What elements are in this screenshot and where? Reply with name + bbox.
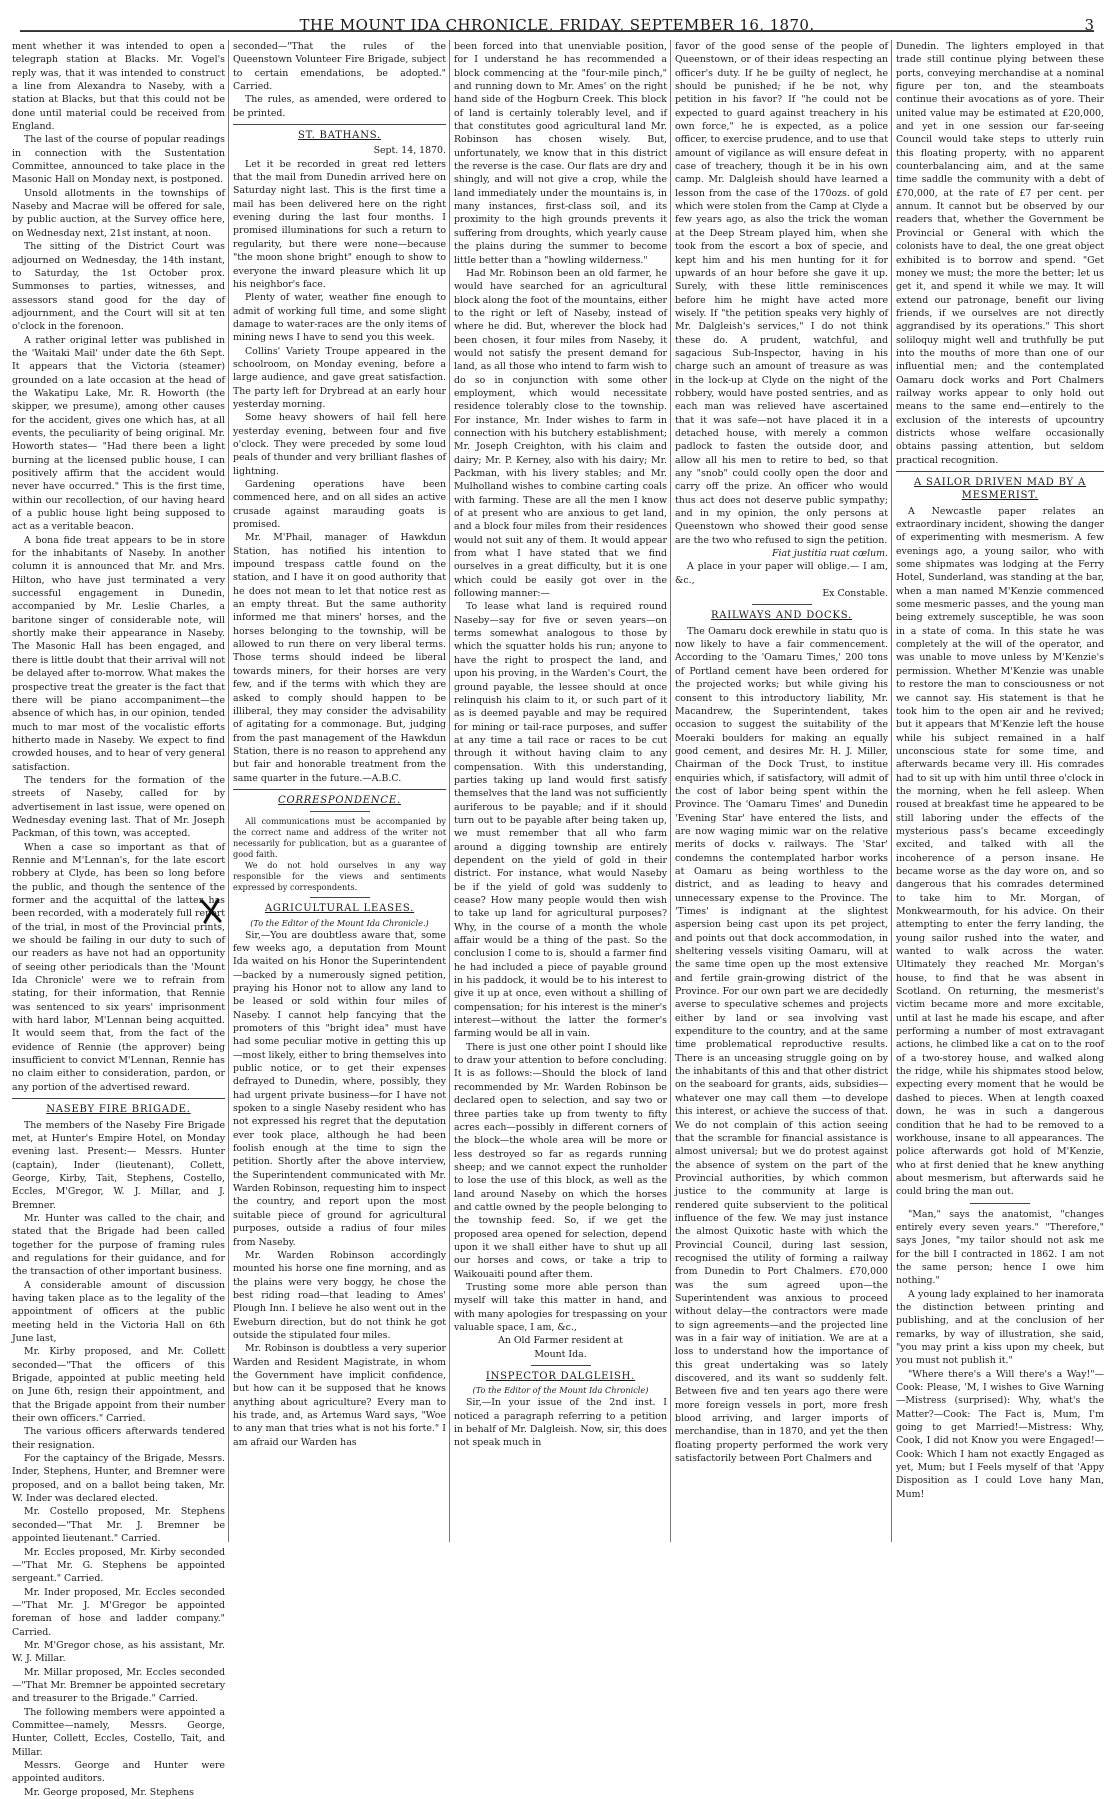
news-paragraph: Let it be recorded in great red letters that the mail from Dunedin arrived here on Saturday night last. This is the first time a mail has been delivered here on the right evening during the last four months. I promised illuminations for such a return to regularity, but there were none—because "the moon shone bright" enough to show to everyone the inward pleasure which lit up his neighbor's face.: [233, 158, 446, 290]
article-heading: RAILWAYS AND DOCKS.: [710, 610, 853, 622]
news-paragraph: To lease what land is required round Naseby—say for five or seven years—on terms somewhat analogous to those by which the squatter holds his run; anyone to have the right to prospect the land, and upon his proving, in the Warden's Court, the ground payable, the lessee should at once relinquish his claim to it, or such part of it as is deemed payable and may be required for mining or tail-race purposes, and suffer at any time a tail race or races to be cut through it without having claim to any compensation. With this understanding, parties taking up land would first satisfy themselves that the land was not sufficiently auriferous to be payable; and if it should turn out to be payable after being taken up, we must remember that all who farm around a digging township are entirely dependent on the yield of gold in their district. For instance, what would Naseby be if the yield of gold was suddenly to cease? How many people would then wish to take up land for agricultural purposes? Why, in the course of a month the whole affair would be a thing of the past. So the conclusion I come to is, should a farmer find he had included a piece of payable ground in his paddock, it would be to his interest to give it up at once, even without a shilling of compensation; for his interest is the miner's interest—without the latter the former's farming would be all in vain.: [454, 601, 667, 1040]
news-paragraph: Dunedin. The lighters employed in that trade still continue plying between these ports, conveying merchandise at a nominal figure per ton, and the steamboats continue their avocations as of yore. Their united value may be estimated at £20,000, and yet in one session our far-seeing Council would take steps to utterly ruin this floating property, with no apparent counterbalancing aim, and at the same time saddle the community with a debt of £70,000, at the rate of £7 per cent. per annum. It cannot but be observed by our readers that, whether the Government be Provincial or General with which the colonists have to deal, the one great object exhibited is to borrow and spend. "Get money we must; the more the better; let us get it, and spend it while we may. It will extend our patronage, benefit our living friends, if we ourselves are not directly aggrandised by its operations." This short soliloquy might well and truthfully be put into the mouths of more than one of our influential men; and the contemplated Oamaru dock works and Port Chalmers railway works appear to only hold out means to the same end—entirely to the exclusion of the interests of upcountry districts whose welfare occasionally obtains passing attention, but seldom practical recognition.: [896, 41, 1104, 466]
news-paragraph: ment whether it was intended to open a telegraph station at Blacks. Mr. Vogel's reply was, that it was intended to construct a line from Alexandra to Naseby, with a station at Blacks, but that this could not be done until material could be received from England.: [12, 41, 225, 133]
news-paragraph: Trusting some more able person than myself will take this matter in hand, and with many apologies for trespassing on your valuable space, I am, &c.,: [454, 1281, 667, 1333]
news-paragraph: For the captaincy of the Brigade, Messrs. Inder, Stephens, Hunter, and Bremner were proposed, and on a ballot being taken, Mr. W. Inder was declared elected.: [12, 1453, 225, 1505]
short-rule: [310, 897, 370, 898]
header-rule: [20, 30, 1094, 32]
news-paragraph: Plenty of water, weather fine enough to admit of working full time, and some slight damage to water-races are the only items of mining news I have to send you this week.: [233, 292, 446, 344]
column-divider: [449, 40, 450, 1542]
short-rule: [970, 1203, 1030, 1204]
news-paragraph: A place in your paper will oblige.— I am, &c.,: [675, 561, 888, 586]
news-paragraph: Mr. Millar proposed, Mr. Eccles seconded—"That Mr. Bremner be appointed secretary and treasurer to the Brigade." Carried.: [12, 1666, 225, 1705]
news-paragraph: Unsold allotments in the townships of Naseby and Macrae will be offered for sale, by public auction, at the Survey office here, on Wednesday next, 21st instant, at noon.: [12, 187, 225, 239]
page-number: 3: [1084, 16, 1094, 34]
news-paragraph: The various officers afterwards tendered their resignation.: [12, 1426, 225, 1451]
news-paragraph: A considerable amount of discussion having taken place as to the legality of the appointment of officers at the public meeting held in the Victoria Hall on 6th June last,: [12, 1279, 225, 1344]
news-paragraph: The Oamaru dock erewhile in statu quo is now likely to have a fair commencement. According to the 'Oamaru Times,' 200 tons of Portland cement have been ordered for the projected works; but while giving his consent to this introductory liability, Mr. Macandrew, the Superintendent, takes occasion to suggest the suitability of the Moeraki boulders for making an equally good cement, and desires Mr. H. J. Miller, Chairman of the Dock Trust, to institue enquiries which, if satisfactory, will admit of the cost of labor being spent within the Province. The 'Oamaru Times' and Dunedin 'Evening Star' have entered the lists, and are now waging mimic war on the relative merits of docks v. railways. The 'Star' condemns the contemplated harbor works at Oamaru as being worthless to the district, and as leading to heavy and unnecessary expense to the Province. The 'Times' is indignant at the slightest aspersion being cast upon its pet project, and points out that dock accommodation, in sheltering vessels visiting Oamaru, will at the same time open up the most extensive and fertile grain-growing district of the Province. For our own part we are decidedly averse to speculative schemes and projects either by land or sea involving vast expenditure to the country, and at the same time problematical reproductive results. There is an unceasing struggle going on by the inhabitants of this and that other district on the seaboard for grants, aids, subsidies—whatever one may call them —to develope this interest, or achieve the success of that. We do not complain of this action seeing that the scramble for financial assistance is almost universal; but we do protest against the absence of system on the part of the Provincial authorities, by which common justice to the community at large is rendered quite subservient to the political influence of the few. We may just instance the almost Quixotic haste with which the Provincial Council, during last session, recognised the utility of forming a railway from Dunedin to Port Chalmers. £70,000 was the sum agreed upon—the Superintendent was anxious to proceed without delay—the contractors were made to sign agreements—and the projected line was in a fair way of initiation. We are at a loss to understand how the importance of this great undertaking was so lately discovered, and its want so suddenly felt. Between five and ten years ago there were more foreign vessels in port, more fresh blood arriving, and larger imports of merchandise, than in 1870, and yet the then floating property performed the work very satisfactorily between Port Chalmers and: [675, 625, 888, 1465]
news-paragraph: Gardening operations have been commenced here, and on all sides an active crusade against marauding goats is promised.: [233, 479, 446, 531]
short-rule: [310, 811, 370, 812]
news-paragraph: Mr. M'Gregor chose, as his assistant, Mr. W. J. Millar.: [12, 1639, 225, 1665]
letter-signature: Mount Ida.: [534, 1348, 587, 1360]
latin-motto: Fiat justitia ruat cœlum.: [772, 548, 888, 560]
news-paragraph: Mr. Robinson is doubtless a very superior Warden and Resident Magistrate, in whom the Government have implicit confidence, but how can it be supposed that he knows anything about agriculture? Every man to his trade, and, as Artemus Ward says, "Woe to any man that tries what is not his forte." I am afraid our Warden has: [233, 1343, 446, 1448]
news-paragraph: Mr. Costello proposed, Mr. Stephens seconded—"That Mr. J. Bremner be appointed lieutenant." Carried.: [12, 1506, 225, 1545]
news-paragraph: A young lady explained to her inamorata the distinction between printing and publishing, and at the conclusion of her remarks, by way of illustration, she said, "you may print a kiss upon my cheek, but you must not publish it.": [896, 1288, 1104, 1367]
column-4: [675, 40, 888, 1542]
column-divider: [670, 40, 671, 1542]
article-heading: AGRICULTURAL LEASES.: [264, 903, 415, 915]
short-rule: [531, 1365, 591, 1366]
news-paragraph: A bona fide treat appears to be in store for the inhabitants of Naseby. In another column it is announced that Mr. and Mrs. Hilton, who have just terminated a very successful engagement in Dunedin, accompanied by Mr. Leslie Charles, a baritone singer of considerable note, will shortly make their appearance in Naseby. The Masonic Hall has been engaged, and there is little doubt that their arrival will not be delayed after to-morrow. What makes the prospective treat the greater is the fact that there will be piano accompaniment—the absence of which has, in our opinion, tended much to mar most of the vocalistic efforts hitherto made in Naseby. We expect to find crowded houses, and to hear of very general satisfaction.: [12, 534, 225, 773]
news-paragraph: The last of the course of popular readings in connection with the Sustentation Committee, announced to take place in the Masonic Hall on Monday next, is postponed.: [12, 134, 225, 186]
news-paragraph: Had Mr. Robinson been an old farmer, he would have searched for an agricultural block along the foot of the mountains, either to the right or left of Naseby, instead of where he did. But, wherever the block had been chosen, it four miles from Naseby, it would not satisfy the present demand for land, as all those who intend to farm wish to do so in conjunction with some other employment, which would necessitate residence tolerably close to the township. For instance, Mr. Inder wishes to farm in connection with his butchery establishment; Mr. Joseph Creighton, with his claim and dairy; Mr. P. Kerney, also with his dairy; Mr. Packman, with his livery stables; and Mr. Mulholland wishes to combine carting coals with farming. These are all the men I know of at present who are anxious to get land, and a block four miles from their residences would not suit any of them. It would appear from what I have stated that we find ourselves in a great difficulty, but it is one which could be easily got over in the following manner:—: [454, 267, 667, 600]
news-paragraph: "Man," says the anatomist, "changes entirely every seven years." "Therefore," says Jones, "my tailor should not ask me for the bill I contracted in 1862. I am not the same person; hence I owe him nothing.": [896, 1208, 1104, 1287]
column-divider: [228, 40, 229, 1542]
news-paragraph: When a case so important as that of Rennie and M'Lennan's, for the late escort robbery at Clyde, has been so long before the public, and though the sentence of the former and the acquittal of the latter has been recorded, with a moderately full report of the trial, in most of the Provincial prints, we should be failing in our duty to such of our readers as have not had an opportunity of seeing other periodicals than the 'Mount Ida Chronicle' were we to refrain from stating, for their information, that Rennie was sentenced to six years' imprisonment with hard labor, M'Lennan being acquitted. It would seem that, from the fact of the evidence of Rennie (the approver) being insufficient to convict M'Lennan, Rennie has no claim either to consideration, pardon, or any portion of the advertised reward.: [12, 841, 225, 1093]
news-paragraph: Mr. M'Phail, manager of Hawkdun Station, has notified his intention to impound trespass cattle found on the station, and I have it on good authority that he does not mean to let that notice rest as an empty threat. But the same authority informed me that miners' horses, and the horses belonging to the township, will be allowed to run there on very liberal terms. Those terms should indeed be liberal towards miners, for their horses are very few, and if the terms with which they are asked to comply should happen to be illiberal, they may consider the advisability of agitating for a commonage. But, judging from the past management of the Hawkdun Station, there is no reason to apprehend any but fair and honorable treatment from the same quarter in the future.—A.B.C.: [233, 532, 446, 784]
news-paragraph: Mr. Eccles proposed, Mr. Kirby seconded—"That Mr. G. Stephens be appointed sergeant." Carried.: [12, 1546, 225, 1585]
news-paragraph: The members of the Naseby Fire Brigade met, at Hunter's Empire Hotel, on Monday evening last. Present:— Messrs. Hunter (captain), Inder (lieutenant), Collett, George, Kirby, Tait, Stephens, Costello, Eccles, M'Gregor, W. J. Millar, and J. Bremner.: [12, 1119, 225, 1211]
article-heading: ST. BATHANS.: [297, 130, 382, 142]
masthead-title: THE MOUNT IDA CHRONICLE, FRIDAY, SEPTEMBER 16, 1870.: [299, 16, 815, 34]
letter-address: (To the Editor of the Mount Ida Chronicle): [472, 1385, 649, 1396]
news-paragraph: The sitting of the District Court was adjourned on Wednesday, the 14th instant, to Saturday, the 1st October prox. Summonses to parties, witnesses, and assessors stand good for the day of adjournment, and the Court will sit at ten o'clock in the forenoon.: [12, 241, 225, 333]
news-paragraph: Mr. Hunter was called to the chair, and stated that the Brigade had been called together for the purpose of framing rules and regulations for their guidance, and for the transaction of other important business.: [12, 1212, 225, 1278]
column-1: [12, 40, 225, 1798]
news-paragraph: A rather original letter was published in the 'Waitaki Mail' under date the 6th Sept. It appears that the Victoria (steamer) grounded on a late occasion at the head of the Wakatipu Lake, Mr. R. Howorth (the skipper, we presume), among other causes for the accident, gives one which has, at all events, the peculiarity of being original. Mr. Howorth states— "Had there been a light burning at the licensed public house, I can positively affirm that the accident would never have occurred." This is the first time, within our recollection, of our having heard of a public house light being supposed to act as a veritable beacon.: [12, 334, 225, 533]
letter-address: (To the Editor of the Mount Ida Chronicle.): [250, 917, 429, 928]
handwritten-cross-mark: [196, 898, 228, 924]
section-rule: [896, 471, 1104, 472]
news-paragraph: The rules, as amended, were ordered to be printed.: [233, 94, 446, 119]
news-paragraph: Mr. Kirby proposed, and Mr. Collett seconded—"That the officers of this Brigade, appointed at public meeting held on June 6th, resign their appointment, and that the Brigade appoint from their number their own officers." Carried.: [12, 1346, 225, 1425]
column-2: [233, 40, 446, 1542]
editorial-note: All communications must be accompanied by the correct name and address of the writer not necessarily for publication, but as a guarantee of good faith.: [233, 816, 446, 860]
section-rule: [233, 124, 446, 125]
editorial-note: We do not hold ourselves in any way responsible for the views and sentiments expressed by correspondents.: [233, 860, 446, 893]
news-paragraph: Mr. Warden Robinson accordingly mounted his horse one fine morning, and as the plains were very boggy, he chose the best riding road—that leading to Ames' Plough Inn. I believe he also went out in the Eweburn direction, but do not think he got outside the stipulated four miles.: [233, 1249, 446, 1341]
news-paragraph: "Where there's a Will there's a Way!"—Cook: Please, 'M, I wishes to Give Warning—Mistress (surprised): Why, what's the Matter?—Cook: The Fact is, Mum, I'm going to get Married!—Mistress: Why, Cook, I did not Know you were Engaged!—Cook: Which I ham not exactly Engaged as yet, Mum; but I Feels myself of that 'Appy Disposition as I could Love hany Man, Mum!: [896, 1368, 1104, 1500]
news-paragraph: Some heavy showers of hail fell here yesterday evening, between four and five o'clock. They were preceded by some loud peals of thunder and very brilliant flashes of lightning.: [233, 412, 446, 477]
article-heading: A SAILOR DRIVEN MAD BY A MESMERIST.: [914, 477, 1086, 502]
column-5: [896, 40, 1104, 1542]
section-rule: [12, 1098, 225, 1099]
letter-signature: Ex Constable.: [822, 588, 888, 600]
article-heading: NASEBY FIRE BRIGADE.: [46, 1104, 191, 1116]
column-divider: [891, 40, 892, 1542]
article-heading: INSPECTOR DALGLEISH.: [485, 1371, 636, 1383]
news-paragraph: Mr. George proposed, Mr. Stephens: [24, 1786, 194, 1798]
news-paragraph: Collins' Variety Troupe appeared in the schoolroom, on Monday evening, before a large audience, and gave great satisfaction. The party left for Drybread at an early hour yesterday morning.: [233, 345, 446, 410]
news-paragraph: seconded—"That the rules of the Queenstown Volunteer Fire Brigade, subject to certain emendations, be adopted." Carried.: [233, 41, 446, 93]
column-3: [454, 40, 667, 1542]
section-rule: [233, 789, 446, 790]
news-paragraph: Sir,—In your issue of the 2nd inst. I noticed a paragraph referring to a petition in behalf of Mr. Dalgleish. Now, sir, this does not speak much in: [454, 1397, 667, 1449]
news-paragraph: favor of the good sense of the people of Queenstown, or of their ideas respecting an officer's duty. If he be guilty of neglect, he should be punished; if he be not, why petition in his favor? If "he could not be expected to guard against treachery in his own force," he is expected, as a police officer, to exercise prudence, and to use that amount of vigilance as will ensure defeat in case of treachery, though it be in his own camp. Mr. Dalgleish should have learned a lesson from the case of the 170ozs. of gold which were stolen from the Camp at Clyde a few years ago, as also the trick the woman at the Deep Stream played him, when she took from the escort a box of specie, and kept him and his men hunting for it for upwards of an hour before she gave it up. Surely, with these little reminiscences before him he might have acted more wisely. If "the petition speaks very highly of Mr. Dalgleish's services," I do not think these do. A prudent, watchful, and sagacious Sub-Inspector, having in his charge such an amount of treasure as was in the lock-up at Clyde on the night of the robbery, would have posted sentries, and as each man was relieved have ascertained that it was safe—not have placed it in a detached house, with merely a common padlock to fasten the outside door, and allow all his men to retire to bed, so that any "snob" could coolly open the door and carry off the prize. An officer who would thus act does not deserve public sympathy; and in my opinion, the only persons at Queenstown who showed their good sense are the two who refused to sign the petition.: [675, 41, 888, 546]
news-paragraph: The tenders for the formation of the streets of Naseby, called for by advertisement in last issue, were opened on Wednesday evening last. That of Mr. Joseph Packman, of this town, was accepted.: [12, 774, 225, 840]
news-paragraph: Messrs. George and Hunter were appointed auditors.: [12, 1760, 225, 1785]
news-paragraph: The following members were appointed a Committee—namely, Messrs. George, Hunter, Collett, Eccles, Costello, Tait, and Millar.: [12, 1706, 225, 1758]
letter-signature: An Old Farmer resident at: [498, 1335, 623, 1347]
dateline: Sept. 14, 1870.: [373, 145, 446, 157]
news-paragraph: Mr. Inder proposed, Mr. Eccles seconded—"That Mr. J. M'Gregor be appointed foreman of hose and ladder company." Carried.: [12, 1586, 225, 1638]
short-rule: [752, 604, 812, 605]
news-paragraph: been forced into that unenviable position, for I understand he has recommended a block commencing at the "four-mile pinch," and running down to Mr. Ames' on the right hand side of the Hogburn Creek. This block of land is certainly tolerably level, and if that constitutes good agricultural land Mr. Robinson has chosen wisely. But, unfortunately, we know that in this district the reverse is the case. Our flats are dry and shingly, and will not give a crop, while the land immediately under the mountains is, in many instances, first-class soil, and its proximity to the high grounds prevents it suffering from droughts, which yearly cause the plains during the summer to become little better than a "howling wilderness.": [454, 41, 667, 266]
news-paragraph: There is just one other point I should like to draw your attention to before concluding. It is as follows:—Should the block of land recommended by Mr. Warden Robinson be declared open to selection, and say two or three parties take up from twenty to fifty acres each—possibly in different corners of the block—the whole area will be more or less destroyed so far as regards running sheep; and we cannot expect the runholder to lose the use of this block, as well as the land around Naseby on which the horses and cattle owned by the people belonging to the township feed. So, if we get the proposed area opened for selection, depend upon it we shall either have to shut up all our horses and cows, or take a trip to Waikouaiti pound after them.: [454, 1041, 667, 1280]
page-header: [20, 10, 1094, 36]
article-heading: CORRESPONDENCE.: [278, 794, 401, 806]
news-paragraph: Sir,—You are doubtless aware that, some few weeks ago, a deputation from Mount Ida waited on his Honor the Superintendent—backed by a numerously signed petition, praying his Honor not to allow any land to be leased or sold within four miles of Naseby. I cannot help fancying that the promoters of this "bright idea" must have had some peculiar motive in getting this up—most likely, either to bring themselves into public notice, or to get their expenses defrayed to Dunedin, where, possibly, they had urgent private business—for I have not spoken to a single Naseby resident who has not expressed his regret that the deputation ever took place, although he had been foolish enough at the time to sign the petition. Shortly after the above interview, the Superintendent communicated with Mr. Warden Robinson, requesting him to inspect the country, and report upon the most suitable piece of ground for agricultural purposes, outside a radius of four miles from Naseby.: [233, 929, 446, 1248]
news-paragraph: A Newcastle paper relates an extraordinary incident, showing the danger of experimenting with mesmerism. A few evenings ago, a young sailor, who with some shipmates was lodging at the Ferry Hotel, Sunderland, was standing at the bar, when a man named M'Kenzie commenced some mesmeric passes, and the young man being extremely susceptible, he was soon in a state of coma. In this state he was completely at the will of the operator, and was unable to move unless by M'Kenzie's permission. Whether M'Kenzie was unable to restore the man to consciousness or not we cannot say. His statement is that he took him to the open air and he revived; but it appears that M'Kenzie left the house while his subject remained in a half unconscious state for some time, and afterwards became very ill. His comrades had to sit up with him until three o'clock in the morning, when he fell asleep. When roused at breakfast time he appeared to be still laboring under the effects of the mysterious pass's became exceedingly excited, and talked with all the incoherence of a person insane. He became worse as the day wore on, and so dangerous that his comrades determined to take him to Mr. Morgan, of Monkwearmouth, for his advice. On their attempting to enter the ferry landing, the young sailor rushed into the water, and wanted to walk across the water. Ultimately they reached Mr. Morgan's house, to find that he was absent in Scotland. On returning, the mesmerist's victim became more and more excitable, until at last he made his escape, and after performing a number of most extravagant actions, he climbed like a cat on to the roof of a two-storey house, and walked along the ridge, while his shipmates stood below, expecting every moment that he would be dashed to pieces. When at length coaxed down, he was in such a dangerous condition that he had to be removed to a workhouse, insane to all appearances. The police afterwards got hold of M'Kenzie, who at first denied that he knew anything about mesmerism, but afterwards said he could bring the man out.: [896, 505, 1104, 1198]
